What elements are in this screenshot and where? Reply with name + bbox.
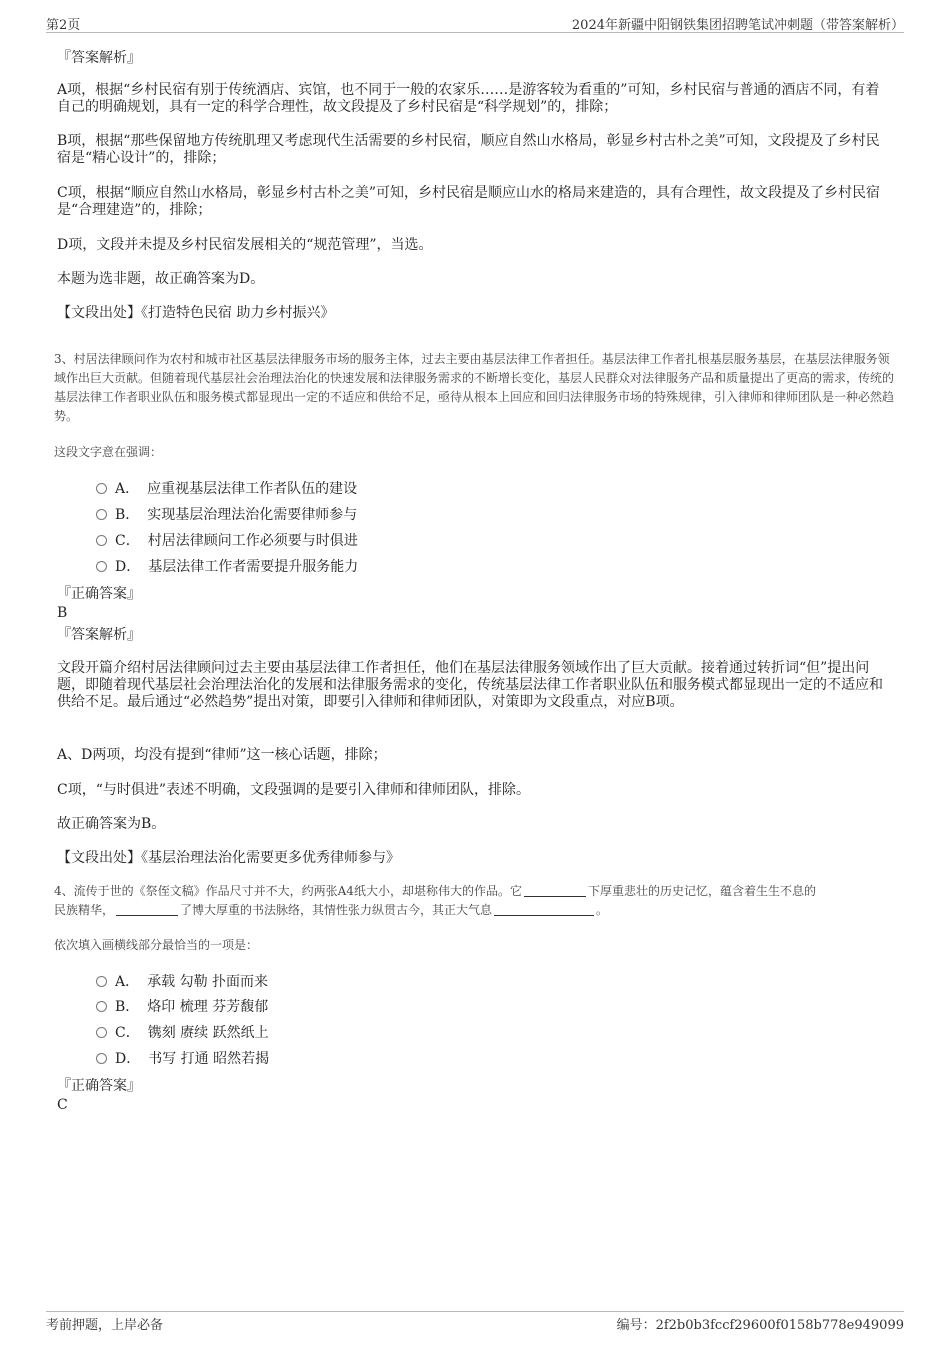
q2-analysis-b: B项，根据“那些保留地方传统肌理又考虑现代生活需要的乡村民宿，顺应自然山水格局，彰显乡村古朴之美”可知，文段提及了乡村民宿是“精心设计”的，排除； [57,133,880,166]
q2-conclusion: 本题为选非题，故正确答案为D。 [57,271,265,287]
fill-blank [494,903,594,916]
q4-prompt: 依次填入画横线部分最恰当的一项是： [54,938,259,952]
q3-analysis-c: C项，“与时俱进”表述不明确，文段强调的是要引入律师和律师团队，排除。 [57,782,531,798]
radio-icon[interactable] [96,535,107,546]
q3-analysis-label: 『答案解析』 [57,627,141,643]
q4-answer: C [57,1097,68,1113]
q2-source: 【文段出处】《打造特色民宿 助力乡村振兴》 [57,305,335,321]
q4-option-b[interactable]: B． 烙印 梳理 芬芳馥郁 [96,999,268,1016]
q3-stem: 3、村居法律顾问作为农村和城市社区基层法律服务市场的服务主体，过去主要由基层法律工作者担任。基层法律工作者扎根基层服务基层，在基层法律服务领域作出巨大贡献。但随着现代基层社会治理法治化的快速发展和法律服务需求的不断增长变化，基层人民群众对法律服务产品和质量提出了更高的需求，传统的基层法律工作者职业队伍和服务模式都显现出一定的不适应和供给不足，亟待从根本上回应和回归法律服务市场的特殊规律，引入律师和律师团队是一种必然趋势。 [54,352,895,423]
q3-option-a[interactable]: A． 应重视基层法律工作者队伍的建设 [96,481,357,498]
radio-icon[interactable] [96,509,107,520]
q3-analysis-main: 文段开篇介绍村居法律顾问过去主要由基层法律工作者担任，他们在基层法律服务领域作出了巨大贡献。接着通过转折词“但”提出问题，即随着现代基层社会治理法治化的发展和法律服务需求的变化，传统基层法律工作者职业队伍和服务模式都显现出一定的不适应和供给不足。最后通过“必然趋势”提出对策，即要引入律师和律师团队，对策即为文段重点，对应B项。 [57,660,883,710]
radio-icon[interactable] [96,1053,107,1064]
page-footer [46,1311,904,1332]
q2-analysis-a: A项，根据“乡村民宿有别于传统酒店、宾馆，也不同于一般的农家乐……是游客较为看重的”可知，乡村民宿与普通的酒店不同，有着自己的明确规划，具有一定的科学合理性，故文段提及了乡村民宿是“科学规划”的，排除； [57,82,880,115]
document-id: 编号：2f2b0b3fccf29600f0158b778e949099 [616,1318,904,1333]
page-number: 第2页 [46,18,81,33]
q3-answer: B [57,605,68,621]
radio-icon[interactable] [96,1027,107,1038]
radio-icon[interactable] [96,1001,107,1012]
q2-analysis-d: D项，文段并未提及乡村民宿发展相关的“规范管理”，当选。 [57,237,433,253]
q4-option-c[interactable]: C． 镌刻 赓续 跃然纸上 [96,1025,269,1042]
q3-option-b[interactable]: B． 实现基层治理法治化需要律师参与 [96,507,357,524]
q3-option-c[interactable]: C． 村居法律顾问工作必须要与时俱进 [96,533,358,550]
footer-slogan: 考前押题，上岸必备 [46,1318,164,1333]
q4-option-d[interactable]: D． 书写 打通 昭然若揭 [96,1051,269,1068]
fill-blank [524,884,586,897]
radio-icon[interactable] [96,483,107,494]
q4-answer-label: 『正确答案』 [57,1078,141,1094]
q4-stem: 4、流传于世的《祭侄文稿》作品尺寸并不大，约两张A4纸大小，却堪称伟大的作品。它 下厚重悲壮的历史记忆，蕴含着生生不息的 民族精华， 了博大厚重的书法脉络，其情性张力纵贯古今，其正大气息 。 [54,884,816,917]
q3-answer-label: 『正确答案』 [57,586,141,602]
document-title: 2024年新疆中阳钢铁集团招聘笔试冲刺题（带答案解析） [571,18,904,33]
q3-conclusion: 故正确答案为B。 [57,816,166,832]
radio-icon[interactable] [96,976,107,987]
q3-prompt: 这段文字意在强调： [54,445,163,459]
q4-option-a[interactable]: A． 承载 勾勒 扑面而来 [96,974,268,991]
q3-option-d[interactable]: D． 基层法律工作者需要提升服务能力 [96,559,358,576]
q3-source: 【文段出处】《基层治理法治化需要更多优秀律师参与》 [57,850,400,866]
q3-analysis-ad: A、D两项，均没有提到“律师”这一核心话题，排除； [57,747,387,763]
radio-icon[interactable] [96,561,107,572]
fill-blank [116,903,178,916]
page-header [46,14,904,33]
q2-analysis-label: 『答案解析』 [57,50,141,66]
q2-analysis-c: C项，根据“顺应自然山水格局，彰显乡村古朴之美”可知，乡村民宿是顺应山水的格局来建造的，具有合理性，故文段提及了乡村民宿是“合理建造”的，排除； [57,185,881,218]
